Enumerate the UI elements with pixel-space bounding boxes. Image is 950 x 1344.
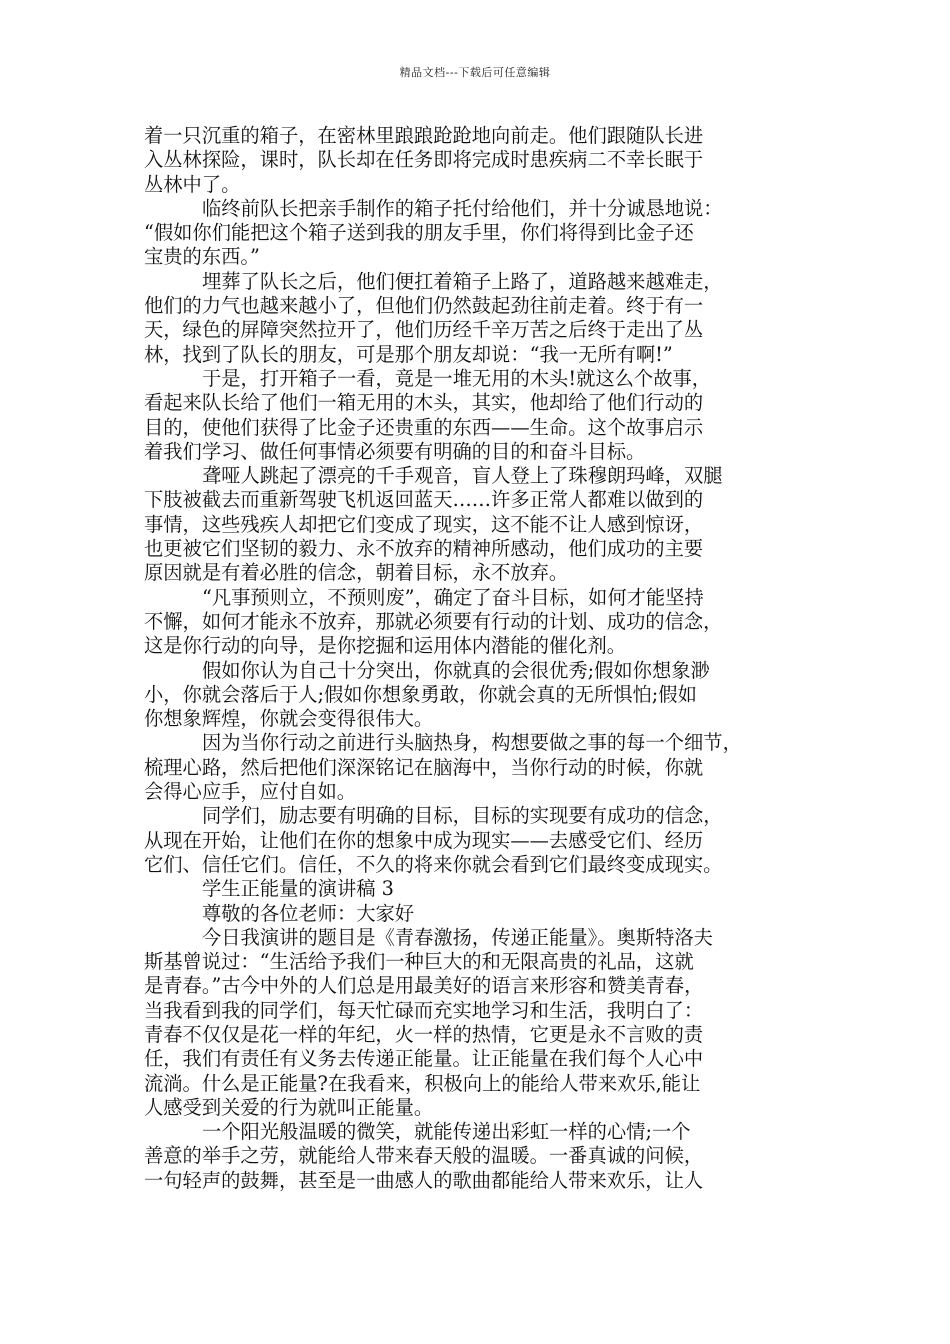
text-line: 入丛林探险，课时，队长却在任务即将完成时患疾病二不幸长眠于 xyxy=(144,148,704,172)
text-line: 会得心应手，应付自如。 xyxy=(144,780,357,804)
text-line: “假如你们能把这个箱子送到我的朋友手里，你们将得到比金子还 xyxy=(144,221,694,245)
text-line: 小，你就会落后于人;假如你想象勇敢，你就会真的无所惧怕;假如 xyxy=(144,682,697,706)
text-line: 临终前队长把亲手制作的箱子托付给他们，并十分诚恳地说： xyxy=(202,196,723,220)
text-line: 一个阳光般温暖的微笑，就能传递出彩虹一样的心情;一个 xyxy=(202,1120,691,1144)
text-line: 因为当你行动之前进行头脑热身，构想要做之事的每一个细节， xyxy=(202,731,742,755)
text-line: 着一只沉重的箱子，在密林里踉踉跄跄地向前走。他们跟随队长进 xyxy=(144,124,704,147)
text-line: 天，绿色的屏障突然拉开了，他们历经千辛万苦之后终于走出了丛 xyxy=(144,318,704,342)
text-line: 它们、信任它们。信任，不久的将来你就会看到它们最终变成现实。 xyxy=(144,852,723,876)
text-line: 人感受到关爱的行为就叫正能量。 xyxy=(144,1095,434,1119)
text-line: 也更被它们坚韧的毅力、永不放弃的精神所感动，他们成功的主要 xyxy=(144,537,704,561)
text-line: 丛林中了。 xyxy=(144,172,241,196)
text-line: 看起来队长给了他们一箱无用的木头，其实，他却给了他们行动的 xyxy=(144,391,704,415)
text-line: 着我们学习、做任何事情必须要有明确的目的和奋斗目标。 xyxy=(144,439,646,463)
text-line: 是青春。”古今中外的人们总是用最美好的语言来形容和赞美青春， xyxy=(144,974,704,998)
page-header: 精品文档---下载后可任意编辑 xyxy=(399,66,551,79)
text-line: 同学们，励志要有明确的目标，目标的实现要有成功的信念， xyxy=(202,804,723,828)
text-line: 宝贵的东西。” xyxy=(144,245,260,269)
text-line: 善意的举手之劳，就能给人带来春天般的温暖。一番真诚的问候， xyxy=(144,1144,704,1168)
text-line: 斯基曾说过：“生活给予我们一种巨大的和无限高贵的礼品，这就 xyxy=(144,950,694,974)
text-line: 下肢被截去而重新驾驶飞机返回蓝天……许多正常人都难以做到的 xyxy=(144,488,704,512)
text-line: 于是，打开箱子一看，竟是一堆无用的木头!就这么个故事， xyxy=(202,366,712,390)
text-line: 不懈，如何才能永不放弃，那就必须要有行动的计划、成功的信念， xyxy=(144,609,723,633)
text-line: “凡事预则立，不预则废”，确定了奋斗目标，如何才能坚持 xyxy=(202,585,704,609)
text-line: 聋哑人跳起了漂亮的千手观音，盲人登上了珠穆朗玛峰，双腿 xyxy=(202,464,723,488)
text-line: 学生正能量的演讲稿 3 xyxy=(202,877,394,901)
text-line: 一句轻声的鼓舞，甚至是一曲感人的歌曲都能给人带来欢乐，让人 xyxy=(144,1168,704,1192)
text-line: 原因就是有着必胜的信念，朝着目标，永不放弃。 xyxy=(144,561,569,585)
text-line: 当我看到我的同学们，每天忙碌而充实地学习和生活，我明白了： xyxy=(144,998,704,1022)
text-line: 事情，这些残疾人却把它们变成了现实，这不能不让人感到惊讶， xyxy=(144,512,704,536)
text-line: 青春不仅仅是花一样的年纪，火一样的热情，它更是永不言败的责 xyxy=(144,1022,704,1046)
text-line: 今日我演讲的题目是《青春激扬，传递正能量》。奥斯特洛夫 xyxy=(202,925,713,949)
text-line: 假如你认为自己十分突出，你就真的会很优秀;假如你想象渺 xyxy=(202,658,710,682)
text-line: 埋葬了队长之后，他们便扛着箱子上路了，道路越来越难走， xyxy=(202,269,723,293)
text-line: 你想象辉煌，你就会变得很伟大。 xyxy=(144,707,434,731)
text-line: 任，我们有责任有义务去传递正能量。让正能量在我们每个人心中 xyxy=(144,1047,704,1071)
text-line: 目的，使他们获得了比金子还贵重的东西——生命。这个故事启示 xyxy=(144,415,704,439)
text-line: 林，找到了队长的朋友，可是那个朋友却说：“我一无所有啊!” xyxy=(144,342,673,366)
text-line: 这是你行动的向导，是你挖掘和运用体内潜能的催化剂。 xyxy=(144,634,627,658)
text-line: 尊敬的各位老师：大家好 xyxy=(202,901,415,925)
text-line: 梳理心路，然后把他们深深铭记在脑海中，当你行动的时候，你就 xyxy=(144,755,704,779)
text-line: 从现在开始，让他们在你的想象中成为现实——去感受它们、经历 xyxy=(144,828,704,852)
text-line: 流淌。什么是正能量?在我看来，积极向上的能给人带来欢乐,能让 xyxy=(144,1071,701,1095)
document-body xyxy=(144,124,812,1193)
text-line: 他们的力气也越来越小了，但他们仍然鼓起劲往前走着。终于有一 xyxy=(144,294,704,318)
